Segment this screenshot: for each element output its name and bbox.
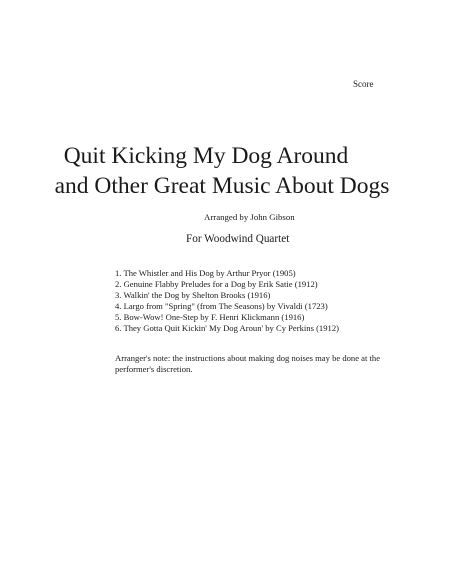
score-label: Score <box>353 79 374 89</box>
list-item: 3. Walkin' the Dog by Shelton Brooks (1916) <box>115 289 271 300</box>
arranger-credit: Arranged by John Gibson <box>204 212 295 222</box>
list-item: 1. The Whistler and His Dog by Arthur Pryor (1905) <box>115 268 296 278</box>
piece-list <box>115 268 339 333</box>
title-line-1: Quit Kicking My Dog Around <box>63 143 349 169</box>
title-line-2: and Other Great Music About Dogs <box>54 173 390 199</box>
list-item: 4. Largo from "Spring" (from The Seasons) by Vivaldi (1723) <box>115 300 328 311</box>
list-item: 5. Bow-Wow! One-Step by F. Henri Klickmann (1916) <box>115 311 305 322</box>
instrumentation-subtitle: For Woodwind Quartet <box>186 233 290 245</box>
page-title <box>0 141 450 201</box>
list-item: 2. Genuine Flabby Preludes for a Dog by Erik Satie (1912) <box>115 278 318 289</box>
list-item: 6. They Gotta Quit Kickin' My Dog Aroun' by Cy Perkins (1912) <box>115 322 339 333</box>
arranger-note: Arranger's note: the instructions about making dog noises may be done at the performer's discretion. <box>115 353 381 374</box>
